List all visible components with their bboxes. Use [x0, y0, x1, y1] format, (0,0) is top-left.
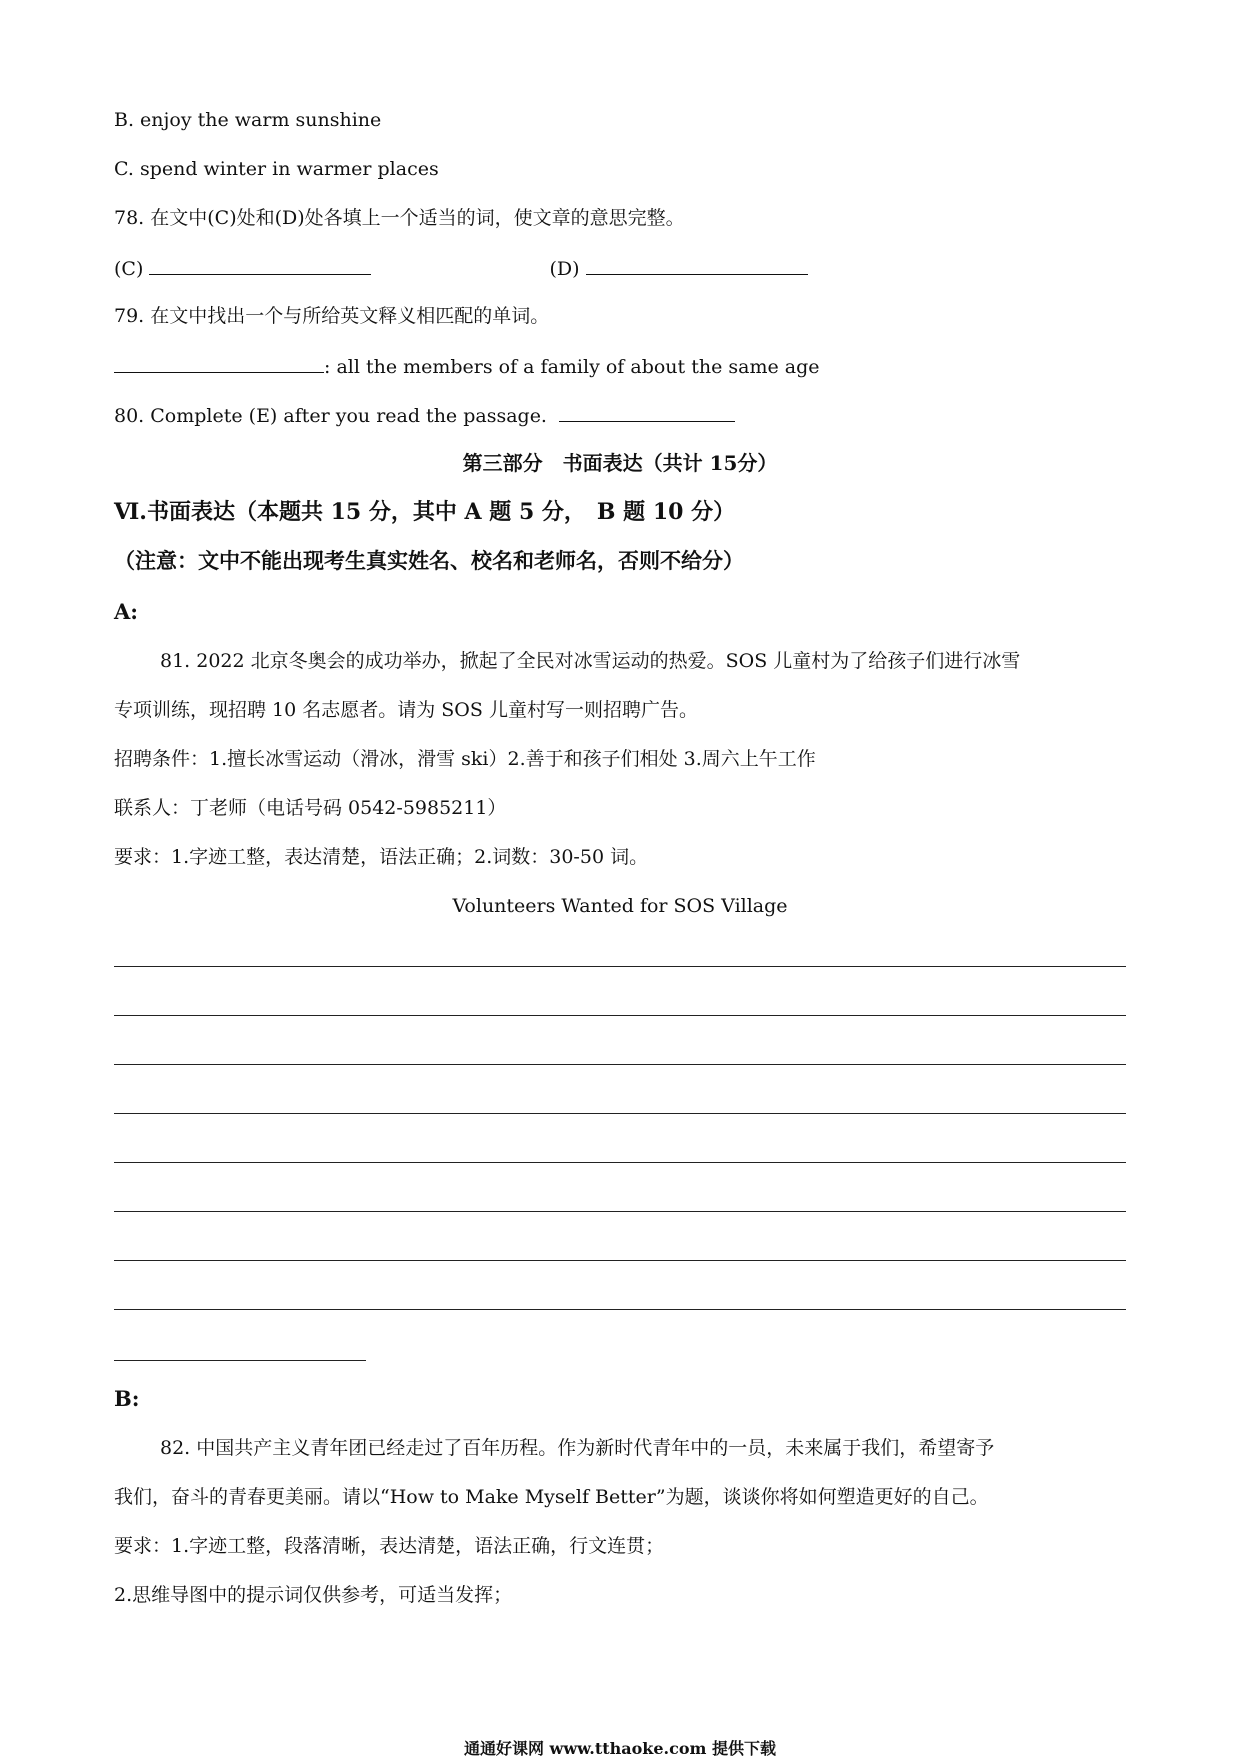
- blank-c-line: [149, 254, 371, 275]
- recruit-conditions: 招聘条件：1.擅长冰雪运动（滑冰，滑雪 ski）2.善于和孩子们相处 3.周六上午工作: [114, 748, 816, 770]
- writing-line-short: [114, 1360, 366, 1361]
- q81-line-1: 81. 2022 北京冬奥会的成功举办，掀起了全民对冰雪运动的热爱。SOS 儿童村为了给孩子们进行冰雪: [160, 650, 1021, 672]
- q82-line-2: 我们，奋斗的青春更美丽。请以“How to Make Myself Better”为题，谈谈你将如何塑造更好的自己。: [114, 1486, 989, 1508]
- writing-line: [114, 1015, 1126, 1016]
- blank-80-line: [559, 401, 735, 422]
- notice: （注意：文中不能出现考生真实姓名、校名和老师名，否则不给分）: [114, 548, 744, 573]
- question-78: 78. 在文中(C)处和(D)处各填上一个适当的词，使文章的意思完整。: [114, 207, 685, 229]
- q82-line-1: 82. 中国共产主义青年团已经走过了百年历程。作为新时代青年中的一员，未来属于我们，希望寄予: [160, 1437, 995, 1459]
- writing-line: [114, 1113, 1126, 1114]
- question-79-answer: [114, 352, 819, 380]
- footer-source: 通通好课网 www.tthaoke.com 提供下载: [463, 1739, 777, 1758]
- option-c: C. spend winter in warmer places: [114, 158, 439, 180]
- writing-line: [114, 1162, 1126, 1163]
- option-b: B. enjoy the warm sunshine: [114, 109, 382, 131]
- part-b-label: B:: [114, 1386, 140, 1411]
- blank-d-label: (D): [549, 258, 580, 280]
- part-title: 第三部分 书面表达（共计 15分）: [462, 451, 778, 475]
- contact-info: 联系人：丁老师（电话号码 0542-5985211）: [114, 797, 507, 819]
- part-a-label: A:: [114, 599, 139, 624]
- blank-c-label: (C): [114, 258, 144, 280]
- question-80: [114, 401, 735, 429]
- requirements-b-1: 要求：1.字迹工整，段落清晰，表达清楚，语法正确，行文连贯；: [114, 1535, 665, 1557]
- question-80-text: 80. Complete (E) after you read the passage.: [114, 405, 547, 427]
- q81-line-2: 专项训练，现招聘 10 名志愿者。请为 SOS 儿童村写一则招聘广告。: [114, 699, 698, 721]
- question-79: 79. 在文中找出一个与所给英文释义相匹配的单词。: [114, 305, 550, 327]
- definition-79: : all the members of a family of about the same age: [324, 356, 820, 378]
- writing-line: [114, 1309, 1126, 1310]
- section-heading: Ⅵ.书面表达（本题共 15 分，其中 A 题 5 分， B 题 10 分）: [114, 499, 736, 525]
- writing-line: [114, 966, 1126, 967]
- writing-line: [114, 1211, 1126, 1212]
- requirements-a: 要求：1.字迹工整，表达清楚，语法正确；2.词数：30-50 词。: [114, 846, 649, 868]
- writing-line: [114, 1064, 1126, 1065]
- question-78-blanks: [114, 254, 808, 282]
- blank-79-line: [114, 352, 324, 373]
- blank-d-line: [586, 254, 808, 275]
- requirements-b-2: 2.思维导图中的提示词仅供参考，可适当发挥；: [114, 1584, 513, 1606]
- essay-title: Volunteers Wanted for SOS Village: [452, 895, 788, 917]
- writing-line: [114, 1260, 1126, 1261]
